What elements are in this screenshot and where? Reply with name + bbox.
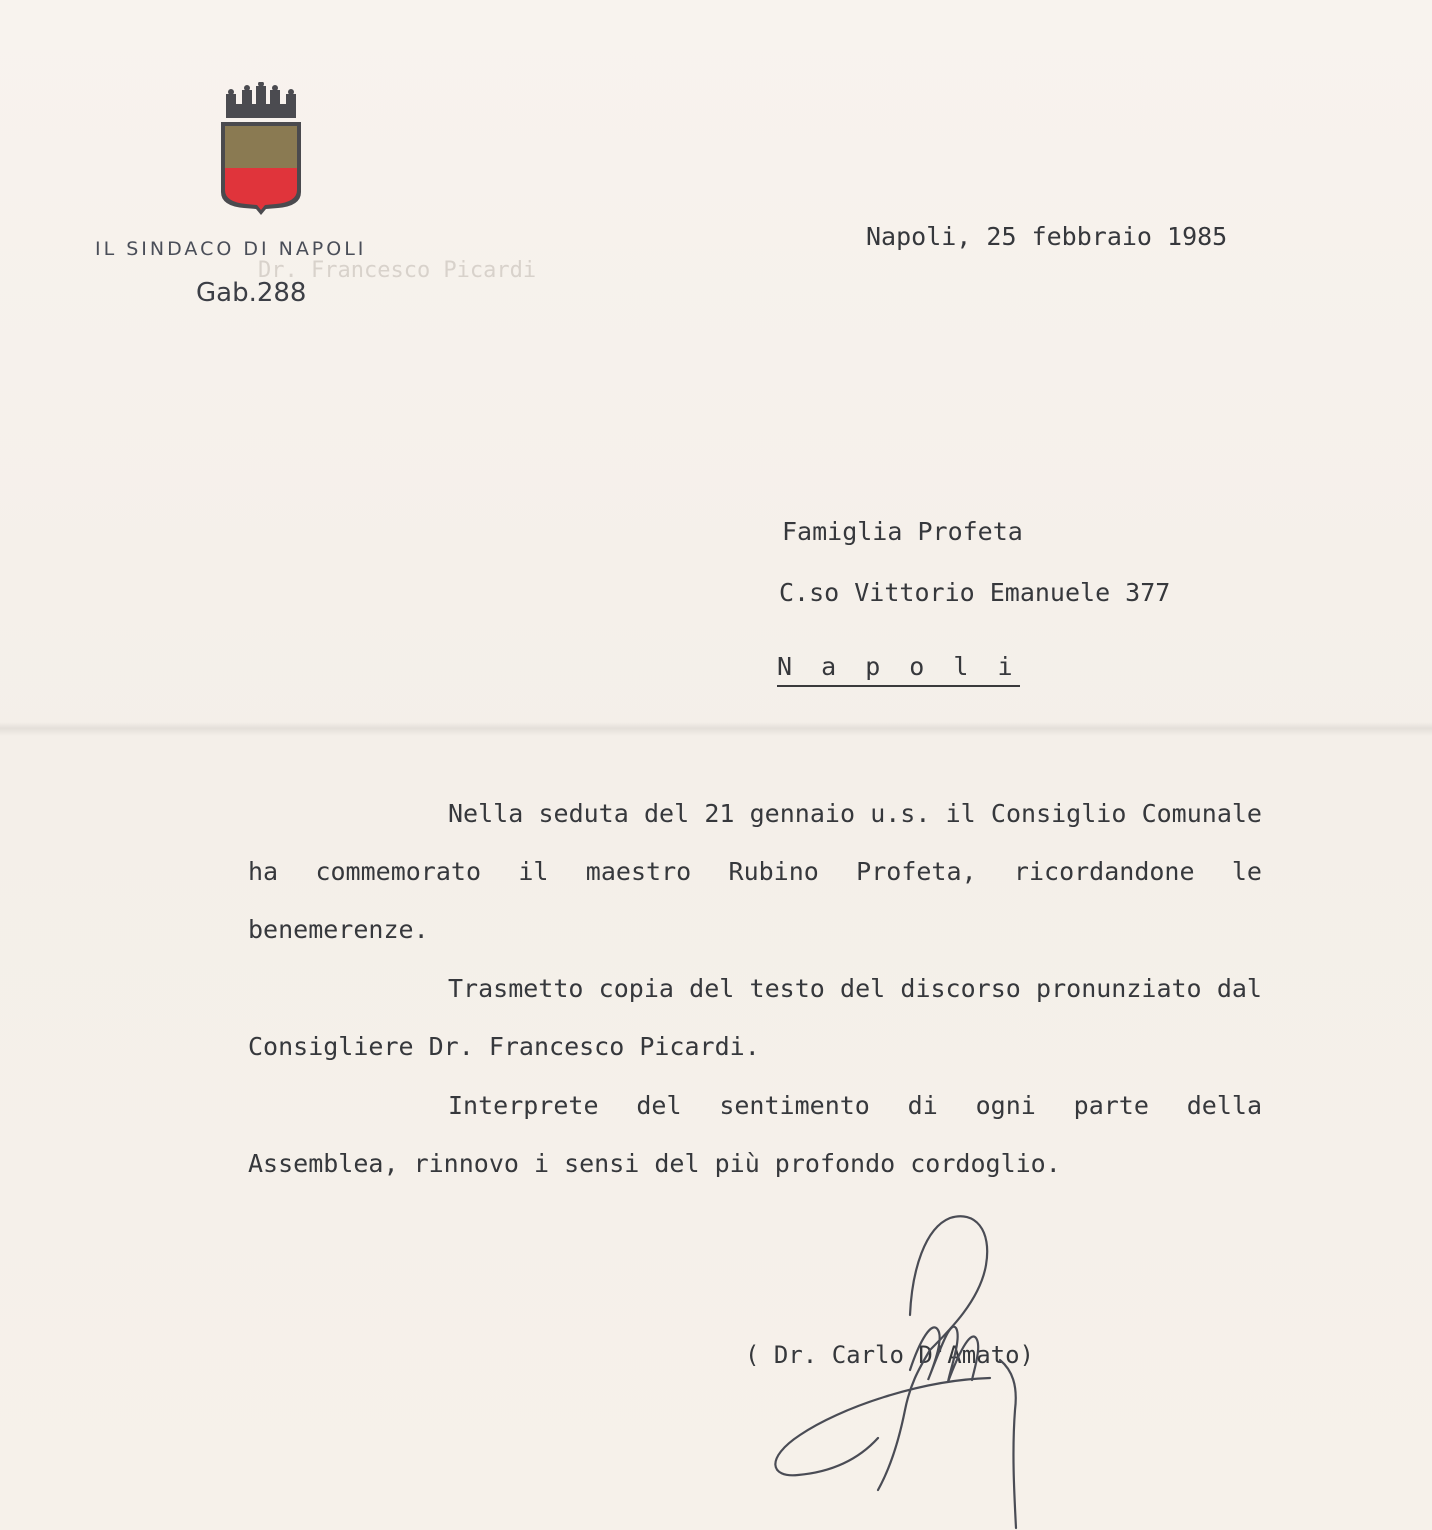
signatory-name: ( Dr. Carlo D'Amato)	[745, 1341, 1034, 1369]
recipient-street: C.so Vittorio Emanuele 377	[779, 578, 1171, 607]
body-paragraph: Trasmetto copia del testo del discorso pronunziato dal Consigliere Dr. Francesco Picardi.	[248, 974, 1262, 1061]
paper-fold-crease	[0, 722, 1432, 736]
body-paragraph: Nella seduta del 21 gennaio u.s. il Consiglio Comunale ha commemorato il maestro Rubino Profeta, ricordandone le benemerenze.	[248, 799, 1262, 944]
letterhead-title: IL SINDACO DI NAPOLI	[95, 238, 367, 260]
recipient-name: Famiglia Profeta	[782, 517, 1023, 546]
recipient-city: N a p o l i	[777, 652, 1020, 687]
dateline: Napoli, 25 febbraio 1985	[866, 222, 1228, 251]
handwritten-signature	[760, 1210, 1050, 1530]
letter-body	[248, 785, 1262, 1193]
city-crest-icon	[218, 82, 304, 218]
body-paragraph: Interprete del sentimento di ogni parte della Assemblea, rinnovo i sensi del più profondo cordoglio.	[248, 1091, 1262, 1178]
offset-ghost-text: Dr. Francesco Picardi	[258, 258, 537, 283]
protocol-number: Gab.288	[196, 278, 307, 308]
